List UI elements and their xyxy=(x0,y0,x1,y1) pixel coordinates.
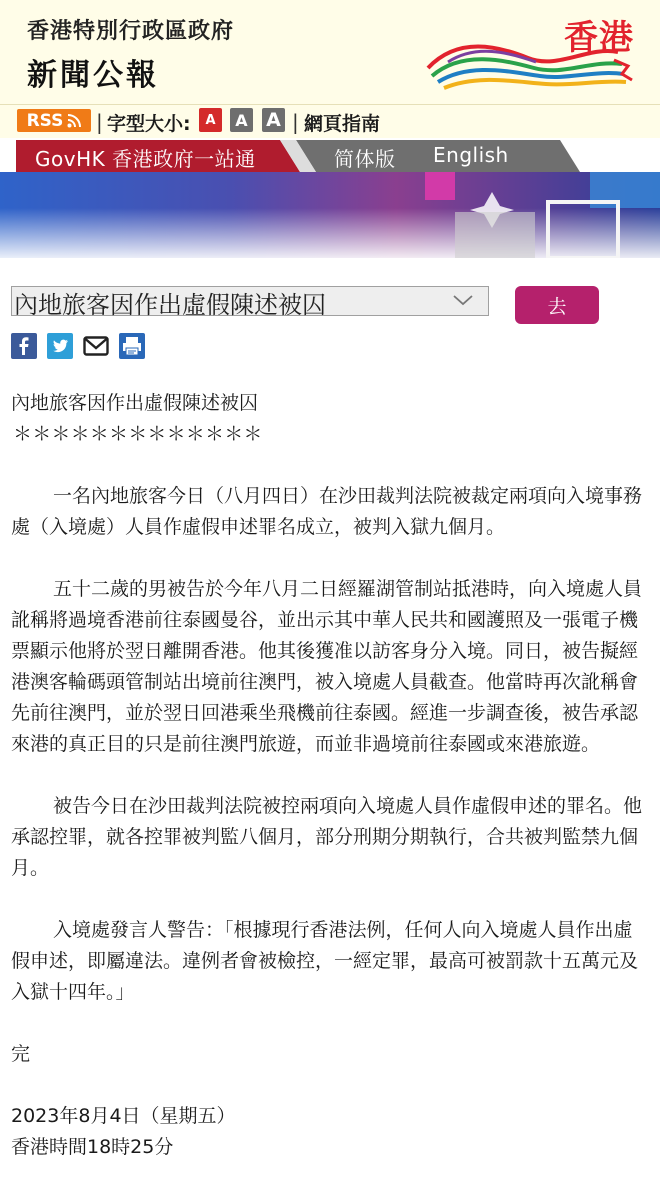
site-title: 新聞公報 xyxy=(27,58,159,93)
font-size-medium-button[interactable]: A xyxy=(230,108,253,132)
font-size-small-button[interactable]: A xyxy=(199,108,222,132)
brand-hong-kong-logo[interactable] xyxy=(418,6,650,102)
facebook-icon[interactable] xyxy=(11,333,37,359)
paragraph-2: 五十二歲的男被告於今年八月二日經羅湖管制站抵港時，向入境處人員訛稱將過境香港前往泰國曼谷，並出示其中華人民共和國護照及一張電子機票顯示他將於翌日離開香港。他其後獲准以訪客身分入境。同日，被告擬經港澳客輪碼頭管制站出境前往澳門，被入境處人員截查。他當時再次訛稱會先前往澳門，並於翌日回港乘坐飛機前往泰國。經進一步調查後，被告承認來港的真正目的只是前往澳門旅遊，而並非過境前往泰國或來港旅遊。 xyxy=(11,578,643,755)
go-button[interactable]: 去 xyxy=(515,286,599,324)
banner-graphic xyxy=(0,172,660,258)
sitemap-link[interactable]: 網頁指南 xyxy=(304,113,381,135)
rss-label: RSS xyxy=(26,110,64,131)
print-icon[interactable] xyxy=(119,333,145,359)
brand-text: 香港 xyxy=(564,18,634,58)
email-icon[interactable] xyxy=(83,333,109,359)
article-title: 內地旅客因作出虛假陳述被囚 xyxy=(11,392,259,414)
paragraph-4: 入境處發言人警告：「根據現行香港法例，任何人向入境處人員作出虛假申述，即屬違法。違例者會被檢控，一經定罪，最高可被罰款十五萬元及入獄十四年。」 xyxy=(11,919,639,1003)
twitter-icon[interactable] xyxy=(47,333,73,359)
government-name: 香港特別行政區政府 xyxy=(27,19,235,44)
release-date: 2023年8月4日（星期五） xyxy=(11,1105,236,1127)
selected-press-release: 內地旅客因作出虛假陳述被囚 xyxy=(14,291,326,317)
paragraph-1: 一名內地旅客今日（八月四日）在沙田裁判法院被裁定兩項向入境事務處（入境處）人員作虛假申述罪名成立，被判入獄九個月。 xyxy=(11,485,643,538)
toolbar-divider: | xyxy=(292,110,299,134)
font-size-label: 字型大小: xyxy=(107,113,191,135)
english-link[interactable]: English xyxy=(433,143,509,167)
title-separator: ＊＊＊＊＊＊＊＊＊＊＊＊＊ xyxy=(13,423,263,445)
rss-button[interactable] xyxy=(17,109,91,132)
simplified-chinese-link[interactable]: 简体版 xyxy=(334,147,396,171)
toolbar-divider: | xyxy=(96,110,103,134)
press-release-select[interactable] xyxy=(11,286,489,316)
end-marker: 完 xyxy=(11,1043,31,1065)
govhk-link[interactable]: GovHK 香港政府一站通 xyxy=(35,147,256,171)
rss-feed-icon xyxy=(67,114,81,128)
press-release-body xyxy=(11,388,651,1163)
paragraph-3: 被告今日在沙田裁判法院被控兩項向入境處人員作虛假申述的罪名。他承認控罪，就各控罪被判監八個月，部分刑期分期執行，合共被判監禁九個月。 xyxy=(11,795,643,879)
chevron-down-icon xyxy=(452,293,474,307)
release-time: 香港時間18時25分 xyxy=(11,1136,174,1158)
header-banner xyxy=(0,172,660,258)
font-size-large-button[interactable]: A xyxy=(262,108,285,132)
